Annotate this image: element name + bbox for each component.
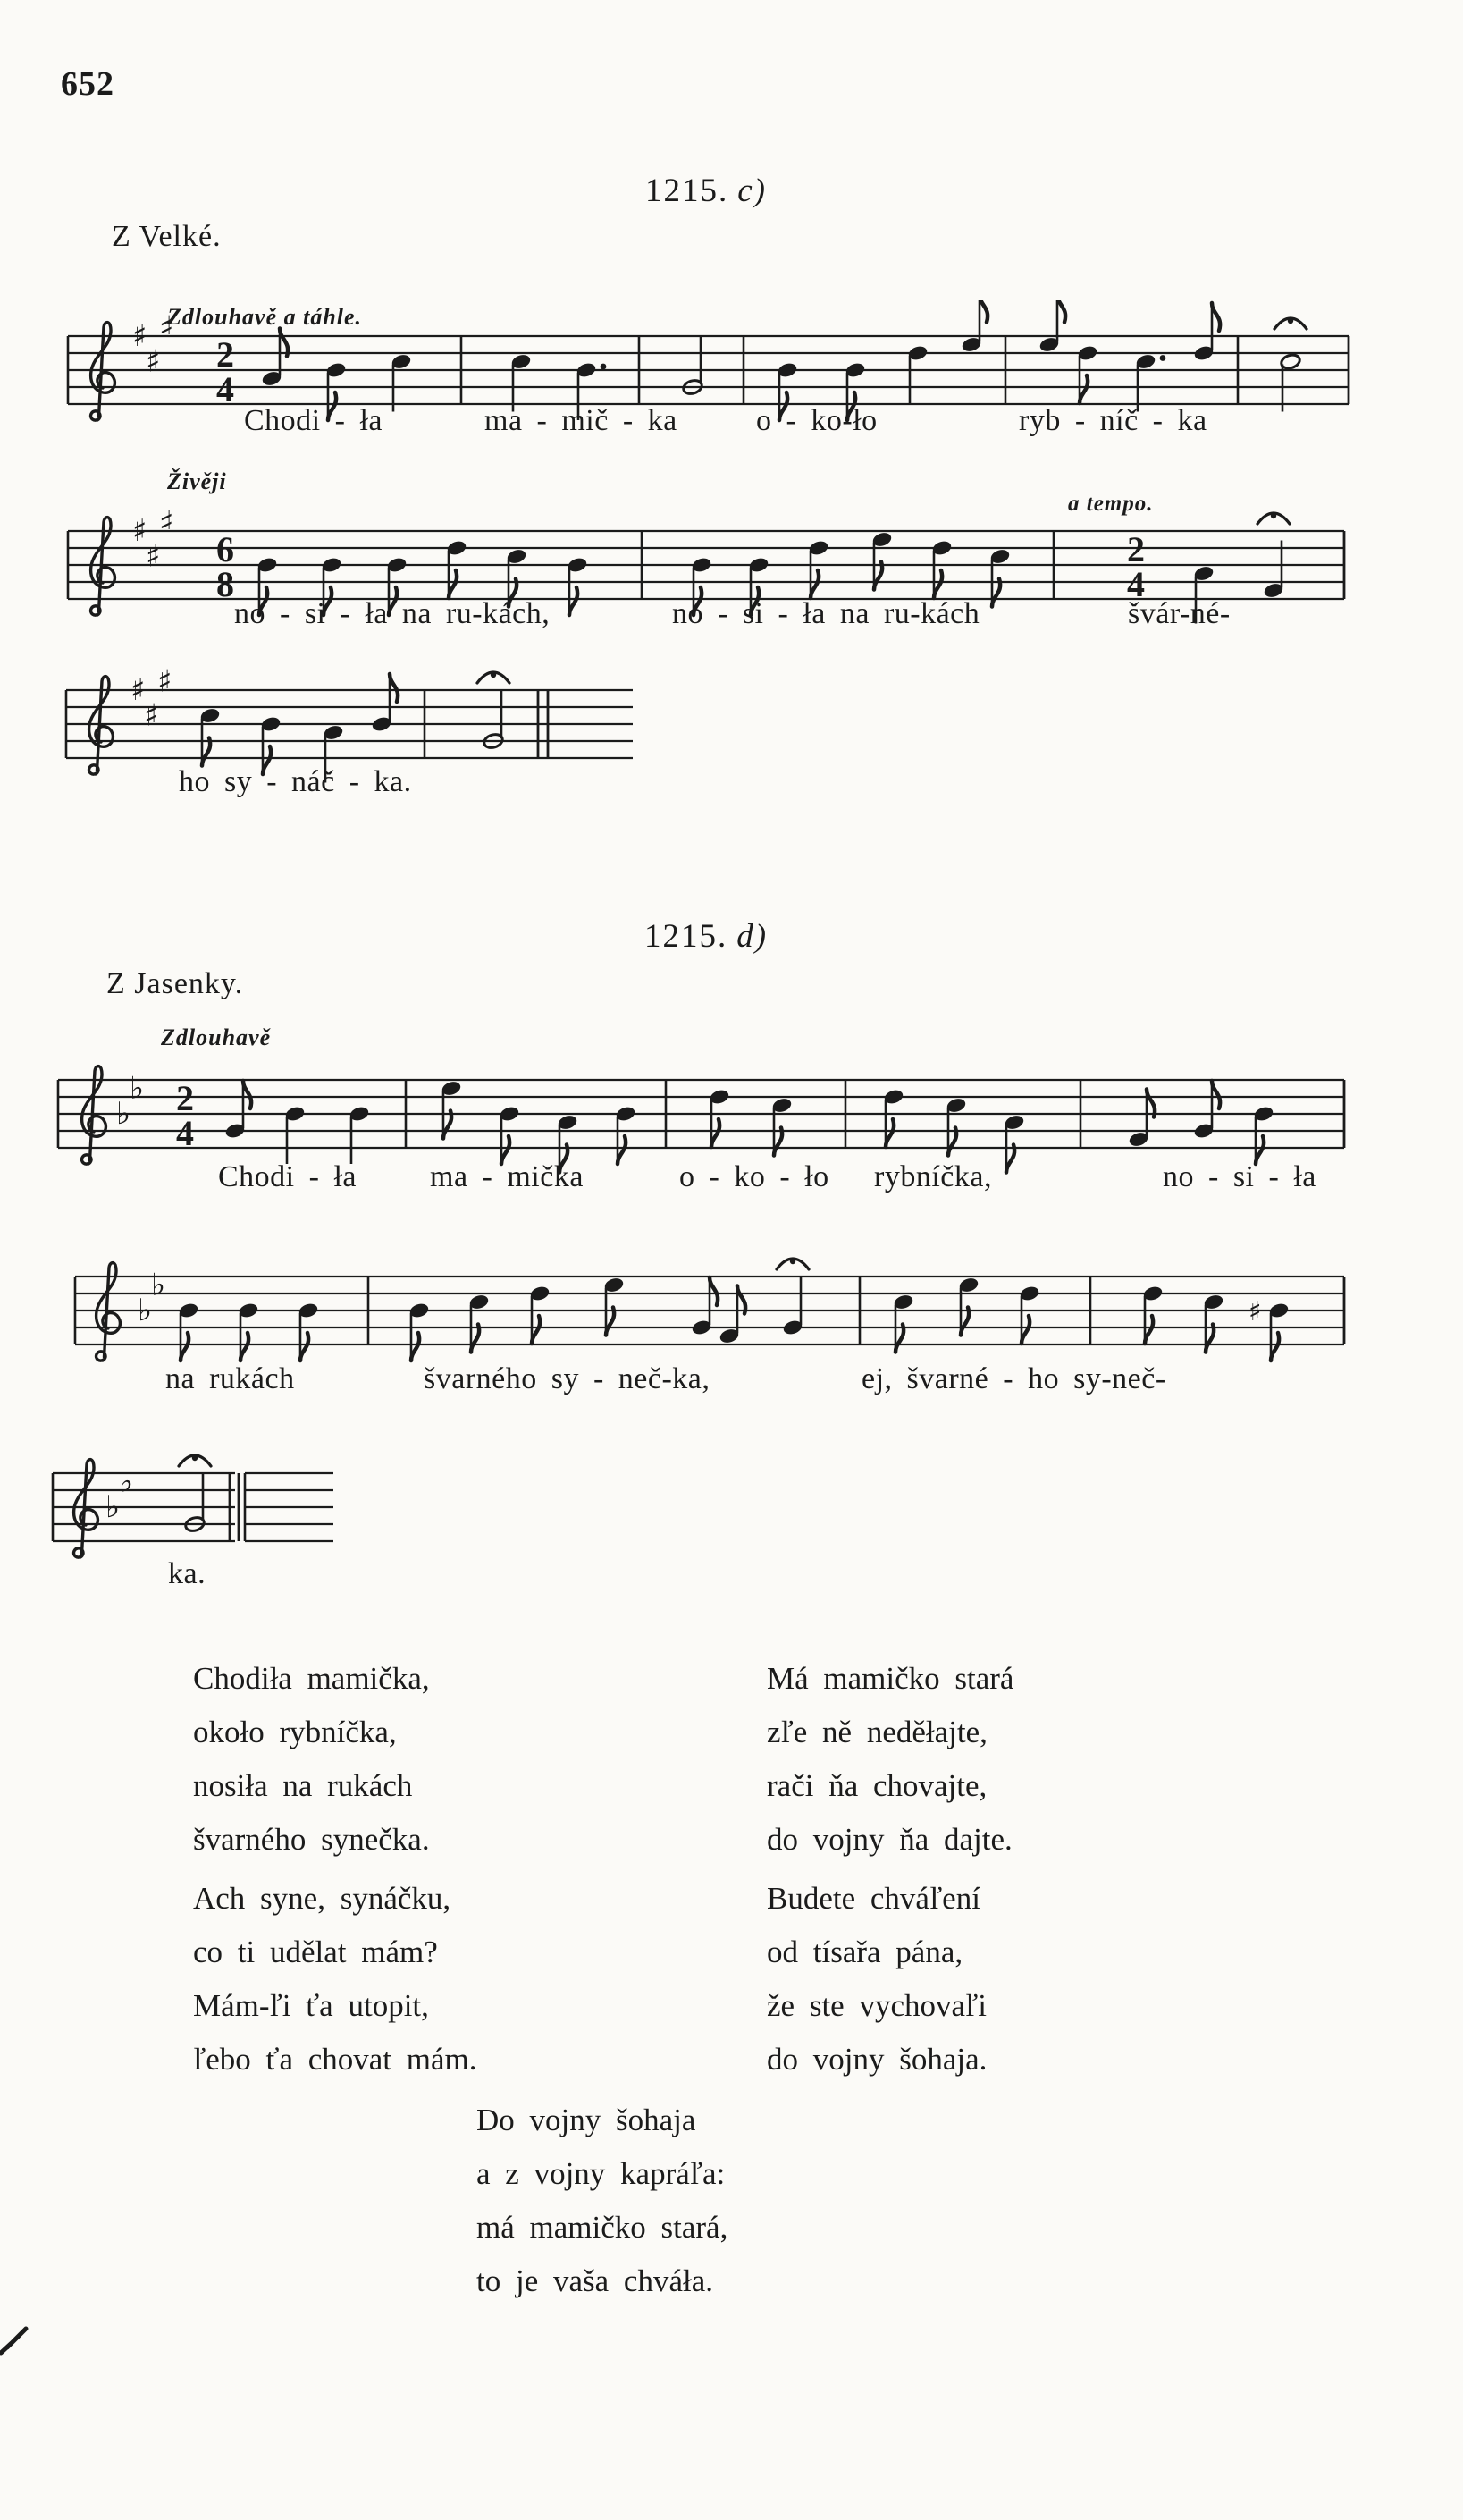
svg-text:2: 2 bbox=[216, 334, 234, 375]
svg-text:♯: ♯ bbox=[159, 309, 174, 346]
verse-line: około rybníčka, bbox=[193, 1715, 397, 1749]
svg-text:8: 8 bbox=[216, 564, 234, 604]
lyric-line: ej, švarné - ho sy-neč- bbox=[862, 1362, 1166, 1395]
verse-right-stanza-2 bbox=[767, 1872, 987, 2086]
staff-d-line3-continuation bbox=[232, 1437, 374, 1594]
lyric-line: no - si - ła na ru-kách, bbox=[234, 597, 551, 630]
verse-line: Má mamičko stará bbox=[767, 1661, 1014, 1696]
verse-right-stanza-1 bbox=[767, 1652, 1013, 1867]
verse-line: Budete chváľení bbox=[767, 1881, 980, 1916]
song-c-tempo-atempo: a tempo. bbox=[1068, 492, 1154, 516]
lyric-line: o - ko-ło bbox=[756, 404, 878, 437]
song-c-heading bbox=[0, 172, 1412, 210]
svg-text:♯: ♯ bbox=[144, 697, 159, 734]
lyric-line: Chodi - ła bbox=[218, 1160, 357, 1193]
svg-text:♯: ♯ bbox=[132, 513, 147, 549]
svg-text:♭: ♭ bbox=[130, 1070, 145, 1107]
verse-line: že ste vychovaľi bbox=[767, 1988, 987, 2023]
svg-text:4: 4 bbox=[176, 1113, 194, 1153]
verse-line: Ach syne, synáčku, bbox=[193, 1881, 451, 1916]
verse-line: Chodiła mamička, bbox=[193, 1661, 430, 1696]
song-c-number: 1215. bbox=[645, 173, 729, 209]
lyric-line: ma - mič - ka bbox=[484, 404, 677, 437]
verse-line: ľebo ťa chovat mám. bbox=[193, 2042, 477, 2077]
song-d-origin: Z Jasenky. bbox=[106, 967, 244, 1000]
song-d-letter: d) bbox=[736, 918, 769, 955]
verse-line: a z vojny kapráľa: bbox=[476, 2156, 726, 2191]
svg-text:♭: ♭ bbox=[151, 1267, 166, 1303]
svg-text:4: 4 bbox=[216, 369, 234, 409]
svg-text:♭: ♭ bbox=[138, 1293, 153, 1328]
lyric-line: ma - mička bbox=[430, 1160, 584, 1193]
verse-line: nosiła na rukách bbox=[193, 1768, 413, 1803]
svg-text:♭: ♭ bbox=[119, 1463, 134, 1500]
verse-line: Do vojny šohaja bbox=[476, 2103, 696, 2137]
svg-text:♯: ♯ bbox=[157, 663, 172, 700]
staff-d-line3 bbox=[40, 1437, 276, 1594]
song-c-tempo-zivji: Živěji bbox=[167, 468, 227, 494]
verse-line: od tísařa pána, bbox=[767, 1934, 963, 1969]
svg-text:6: 6 bbox=[216, 529, 234, 569]
verse-line: do vojny šohaja. bbox=[767, 2042, 988, 2077]
song-d-number: 1215. bbox=[643, 918, 728, 955]
lyric-line: no - si - ła na ru-kách bbox=[672, 597, 980, 630]
lyric-line: rybníčka, bbox=[874, 1160, 992, 1193]
lyric-line: Chodi - ła bbox=[244, 404, 383, 437]
song-d-heading bbox=[0, 917, 1412, 956]
svg-text:♯: ♯ bbox=[146, 343, 161, 380]
lyric-line: na rukách bbox=[165, 1362, 295, 1395]
lyric-line: ka. bbox=[168, 1557, 206, 1590]
svg-text:♯: ♯ bbox=[130, 672, 146, 708]
song-d-tempo: Zdlouhavě bbox=[161, 1024, 272, 1050]
verse-line: rači ňa chovajte, bbox=[767, 1768, 988, 1803]
song-c-letter: c) bbox=[737, 173, 767, 209]
svg-text:2: 2 bbox=[1127, 529, 1145, 569]
lyric-line: o - ko - ło bbox=[679, 1160, 829, 1193]
song-c-origin: Z Velké. bbox=[112, 220, 222, 253]
verse-line: má mamičko stará, bbox=[476, 2210, 728, 2245]
lyric-line: švár-né- bbox=[1128, 597, 1231, 630]
verse-line: zľe ně neděłajte, bbox=[767, 1715, 988, 1749]
svg-text:♭: ♭ bbox=[105, 1489, 121, 1525]
verse-left-stanza-1 bbox=[193, 1652, 430, 1867]
lyric-line: no - si - ła bbox=[1163, 1160, 1316, 1193]
verse-left-stanza-2 bbox=[193, 1872, 477, 2086]
svg-text:♯: ♯ bbox=[146, 538, 161, 575]
svg-text:♭: ♭ bbox=[116, 1096, 131, 1132]
svg-text:4: 4 bbox=[1127, 564, 1145, 604]
svg-text:♯: ♯ bbox=[159, 504, 174, 541]
page-number: 652 bbox=[61, 65, 114, 103]
verse-center-stanza bbox=[476, 2094, 727, 2308]
svg-text:♯: ♯ bbox=[1249, 1296, 1262, 1327]
verse-line: to je vaša chváła. bbox=[476, 2263, 714, 2298]
svg-text:♯: ♯ bbox=[132, 318, 147, 354]
lyric-line: ryb - níč - ka bbox=[1019, 404, 1207, 437]
lyric-line: ho sy - náč - ka. bbox=[179, 765, 412, 798]
verse-line: co ti udělat mám? bbox=[193, 1934, 438, 1969]
pen-mark bbox=[0, 2322, 30, 2358]
verse-line: Mám-ľi ťa utopit, bbox=[193, 1988, 429, 2023]
svg-text:2: 2 bbox=[176, 1078, 194, 1118]
verse-line: švarného synečka. bbox=[193, 1822, 430, 1857]
lyric-line: švarného sy - neč-ka, bbox=[424, 1362, 710, 1395]
verse-line: do vojny ňa dajte. bbox=[767, 1822, 1013, 1857]
song-c-tempo: Zdlouhavě a táhle. bbox=[167, 304, 363, 330]
